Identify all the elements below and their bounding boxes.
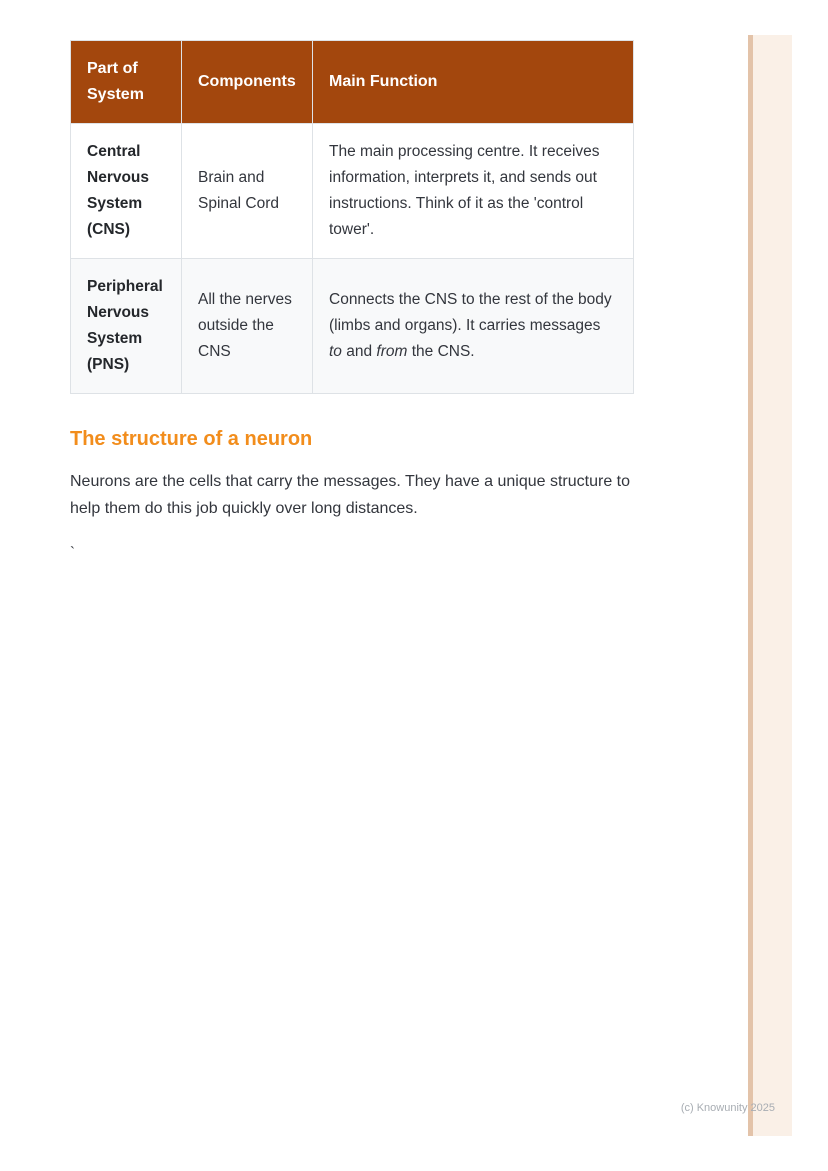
content-area [70, 40, 633, 561]
table-row-cns [71, 124, 634, 259]
cell-cns-function: The main processing centre. It receives information, interprets it, and sends out instructions. Think of it as the 'control tower'. [313, 124, 634, 259]
table-row-pns [71, 259, 634, 394]
cell-cns-components: Brain and Spinal Cord [182, 124, 313, 259]
section-heading: The structure of a neuron [70, 428, 313, 450]
cell-pns-part: Peripheral Nervous System (PNS) [71, 259, 182, 394]
section-paragraph: Neurons are the cells that carry the messages. They have a unique structure to help them do this job quickly over long distances. [70, 473, 630, 517]
table-header-row [71, 41, 634, 124]
copyright-text: (c) Knowunity 2025 [680, 1102, 775, 1114]
table-header-part-of-system: Part of System [71, 41, 182, 124]
cell-pns-components: All the nerves outside the CNS [182, 259, 313, 394]
cell-pns-function: Connects the CNS to the rest of the body (limbs and organs). It carries messages to and from the CNS. [313, 259, 634, 394]
cell-cns-part: Central Nervous System (CNS) [71, 124, 182, 259]
table-header-main-function: Main Function [313, 41, 634, 124]
page-edge-strip [748, 35, 792, 1136]
table-header-components: Components [182, 41, 313, 124]
nervous-system-table [70, 40, 634, 394]
stray-backtick: ` [70, 544, 75, 561]
